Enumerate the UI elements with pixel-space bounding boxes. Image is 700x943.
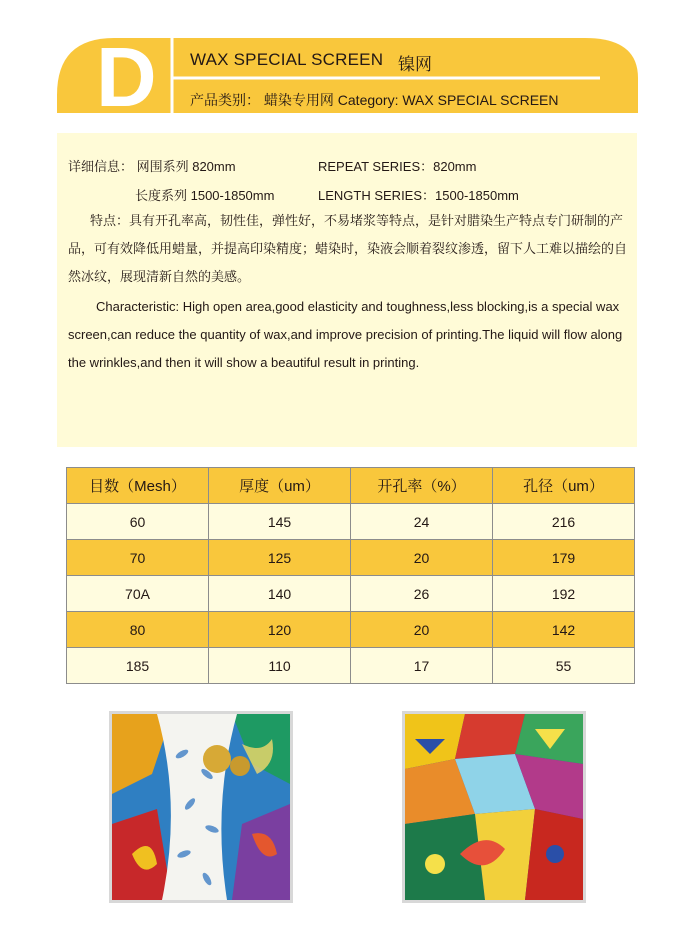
table-row <box>67 540 635 576</box>
cell-mesh: 60 <box>67 504 209 540</box>
cell-hole-diameter: 55 <box>493 648 635 684</box>
header-open-area: 开孔率（%） <box>351 468 493 504</box>
header-thickness: 厚度（um） <box>209 468 351 504</box>
series-label: 详细信息： 网围系列 820mm <box>68 159 236 174</box>
length-series-cn: 长度系列 1500-1850mm <box>135 188 275 203</box>
table-header-row <box>67 468 635 504</box>
cell-hole-diameter: 216 <box>493 504 635 540</box>
table-row <box>67 612 635 648</box>
cell-thickness: 110 <box>209 648 351 684</box>
header-hole-diameter: 孔径（um） <box>493 468 635 504</box>
repeat-series: REPEAT SERIES：820mm <box>318 159 477 174</box>
features-en: Characteristic: High open area,good elasticity and toughness,less blocking,is a special wax screen,can reduce the quantity of wax,and improve precision of printing.The liquid will flow along the wrinkles,and then it will show a beautiful result in printing. <box>68 299 623 370</box>
cell-mesh: 70 <box>67 540 209 576</box>
cell-mesh: 80 <box>67 612 209 648</box>
table-row <box>67 504 635 540</box>
table-row <box>67 648 635 684</box>
cell-hole-diameter: 142 <box>493 612 635 648</box>
fabric-photo-right <box>402 711 586 903</box>
cell-hole-diameter: 192 <box>493 576 635 612</box>
cell-thickness: 120 <box>209 612 351 648</box>
header-mesh: 目数（Mesh） <box>67 468 209 504</box>
cell-thickness: 145 <box>209 504 351 540</box>
cell-open-area: 26 <box>351 576 493 612</box>
fabric-photo-left <box>109 711 293 903</box>
cell-open-area: 20 <box>351 612 493 648</box>
features-cn: 特点：具有开孔率高，韧性佳，弹性好，不易堵浆等特点，是针对腊染生产特点专门研制的产品，可有效降低用蜡量，并提高印染精度；蜡染时，染液会顺着裂纹渗透，留下人工难以描绘的自然冰纹，展现清新自然的美感。 <box>68 213 628 284</box>
cell-mesh: 185 <box>67 648 209 684</box>
length-series-en: LENGTH SERIES：1500-1850mm <box>318 188 519 203</box>
cell-mesh: 70A <box>67 576 209 612</box>
category-line: 产品类别： 蜡染专用网 Category: WAX SPECIAL SCREEN <box>190 92 559 108</box>
cell-open-area: 20 <box>351 540 493 576</box>
spec-table <box>66 467 635 684</box>
table-row <box>67 576 635 612</box>
page-title-cn: 镍网 <box>398 55 432 74</box>
cell-hole-diameter: 179 <box>493 540 635 576</box>
page-title: WAX SPECIAL SCREEN <box>190 50 384 69</box>
cell-thickness: 125 <box>209 540 351 576</box>
cell-thickness: 140 <box>209 576 351 612</box>
cell-open-area: 24 <box>351 504 493 540</box>
detail-panel <box>57 133 637 447</box>
cell-open-area: 17 <box>351 648 493 684</box>
section-letter: D <box>96 30 157 124</box>
